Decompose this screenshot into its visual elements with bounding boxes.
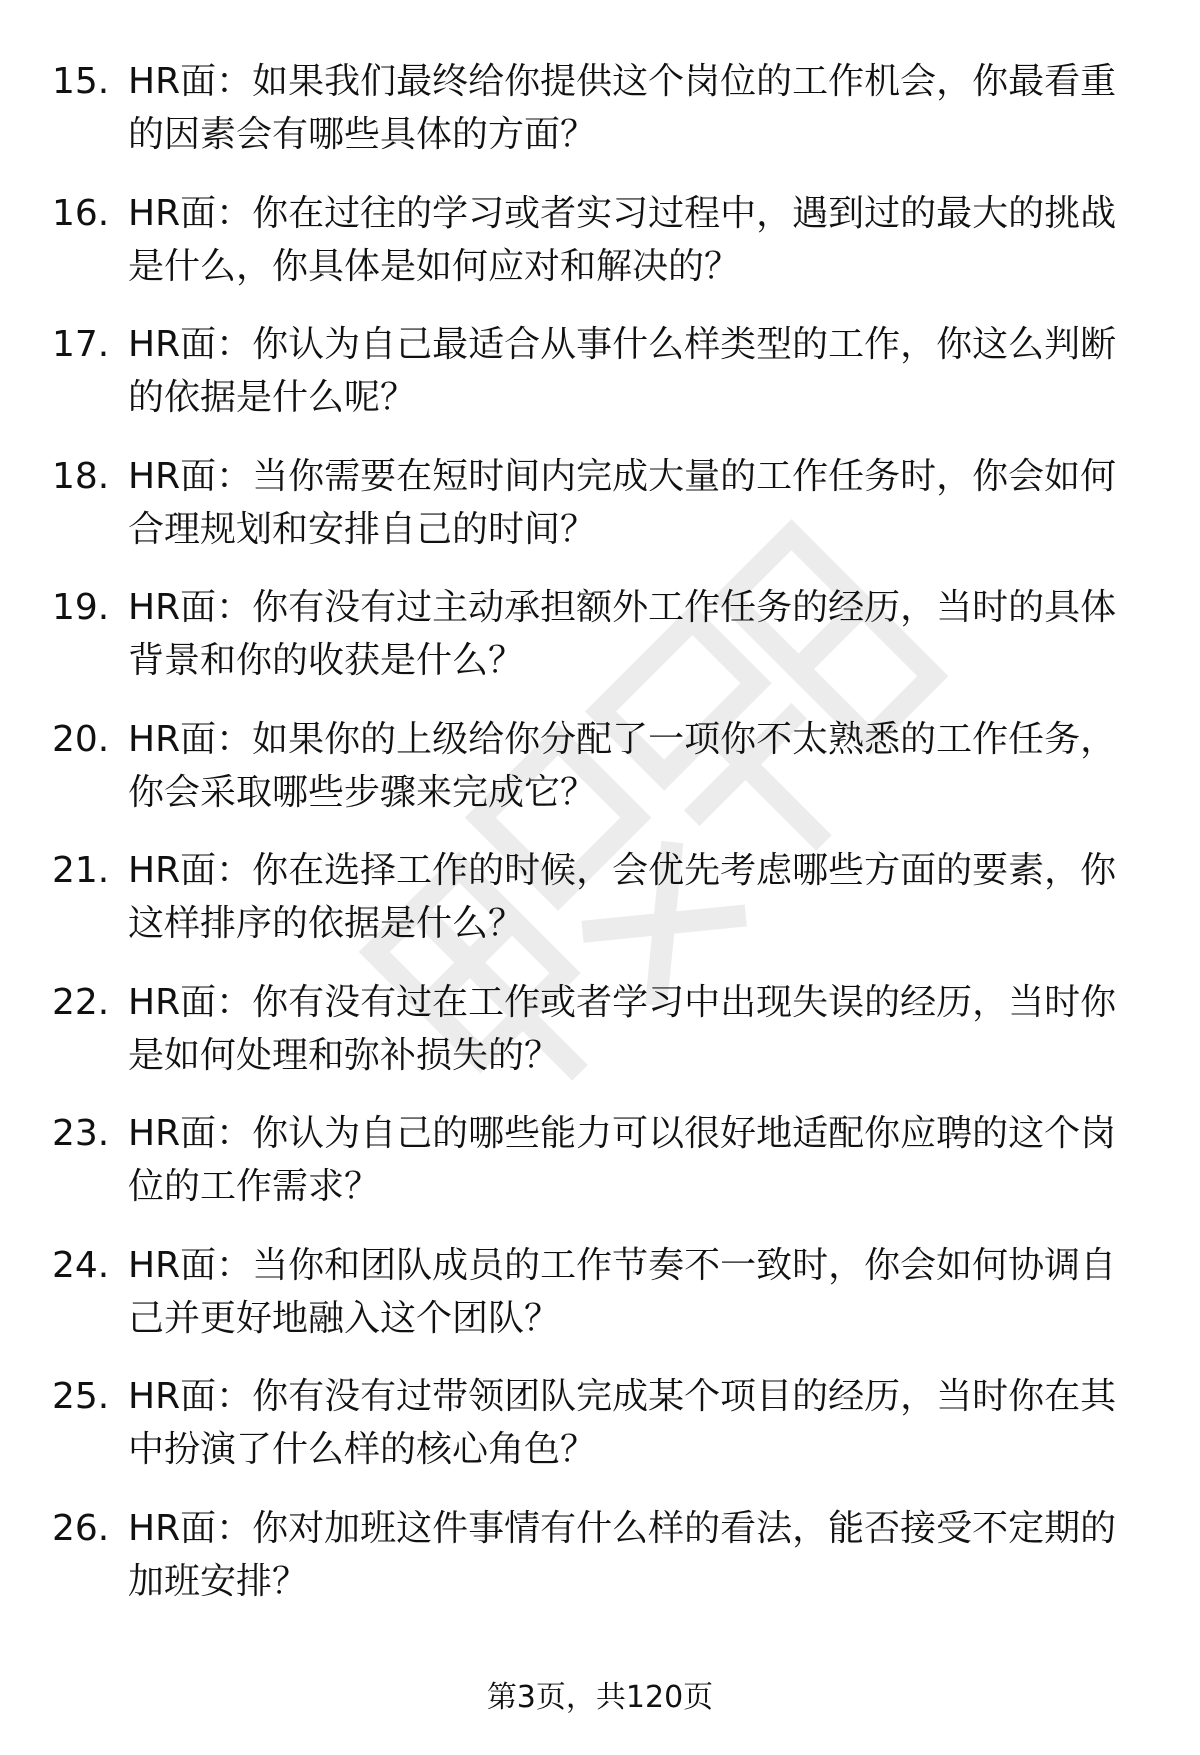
question-text: HR面：你有没有过带领团队完成某个项目的经历，当时你在其中扮演了什么样的核心角色？: [128, 1376, 1117, 1470]
question-item: [0, 1239, 1200, 1371]
question-item: [0, 976, 1200, 1108]
question-item: [0, 55, 1200, 187]
question-text: HR面：你在选择工作的时候，会优先考虑哪些方面的要素，你这样排序的依据是什么？: [128, 850, 1117, 944]
question-text: HR面：如果你的上级给你分配了一项你不太熟悉的工作任务，你会采取哪些步骤来完成它？: [128, 718, 1117, 813]
question-item: [0, 1370, 1200, 1502]
question-number: 23.: [52, 1113, 110, 1154]
question-text: HR面：你认为自己最适合从事什么样类型的工作，你这么判断的依据是什么呢？: [128, 324, 1117, 418]
question-text: HR面：如果我们最终给你提供这个岗位的工作机会，你最看重的因素会有哪些具体的方面？: [128, 61, 1117, 155]
question-item: [0, 581, 1200, 713]
question-item: [0, 844, 1200, 976]
question-item: [0, 318, 1200, 450]
question-item: [0, 187, 1200, 319]
question-number: 16.: [52, 192, 110, 234]
question-number: 15.: [52, 61, 110, 102]
question-text: HR面：当你需要在短时间内完成大量的工作任务时，你会如何合理规划和安排自己的时间？: [128, 455, 1117, 550]
question-text: HR面：你在过往的学习或者实习过程中，遇到过的最大的挑战是什么，你具体是如何应对和解决的？: [128, 192, 1117, 287]
page-footer: 第3页，共120页: [486, 1680, 714, 1715]
question-number: 18.: [52, 455, 110, 497]
question-number: 17.: [52, 324, 110, 365]
question-item: [0, 1107, 1200, 1239]
question-text: HR面：你有没有过在工作或者学习中出现失误的经历，当时你是如何处理和弥补损失的？: [128, 981, 1117, 1076]
question-list: [0, 55, 1200, 1633]
question-text: HR面：当你和团队成员的工作节奏不一致时，你会如何协调自己并更好地融入这个团队？: [128, 1244, 1117, 1339]
question-number: 20.: [52, 718, 110, 760]
question-text: HR面：你认为自己的哪些能力可以很好地适配你应聘的这个岗位的工作需求？: [128, 1113, 1117, 1207]
question-number: 26.: [52, 1507, 110, 1549]
question-item: [0, 713, 1200, 845]
question-text: HR面：你对加班这件事情有什么样的看法，能否接受不定期的加班安排？: [128, 1507, 1117, 1602]
question-number: 25.: [52, 1376, 110, 1417]
question-number: 21.: [52, 850, 110, 891]
question-number: 19.: [52, 587, 110, 628]
question-number: 22.: [52, 981, 110, 1023]
question-number: 24.: [52, 1244, 110, 1286]
question-item: [0, 450, 1200, 582]
question-item: [0, 1502, 1200, 1634]
question-text: HR面：你有没有过主动承担额外工作任务的经历，当时的具体背景和你的收获是什么？: [128, 587, 1117, 681]
